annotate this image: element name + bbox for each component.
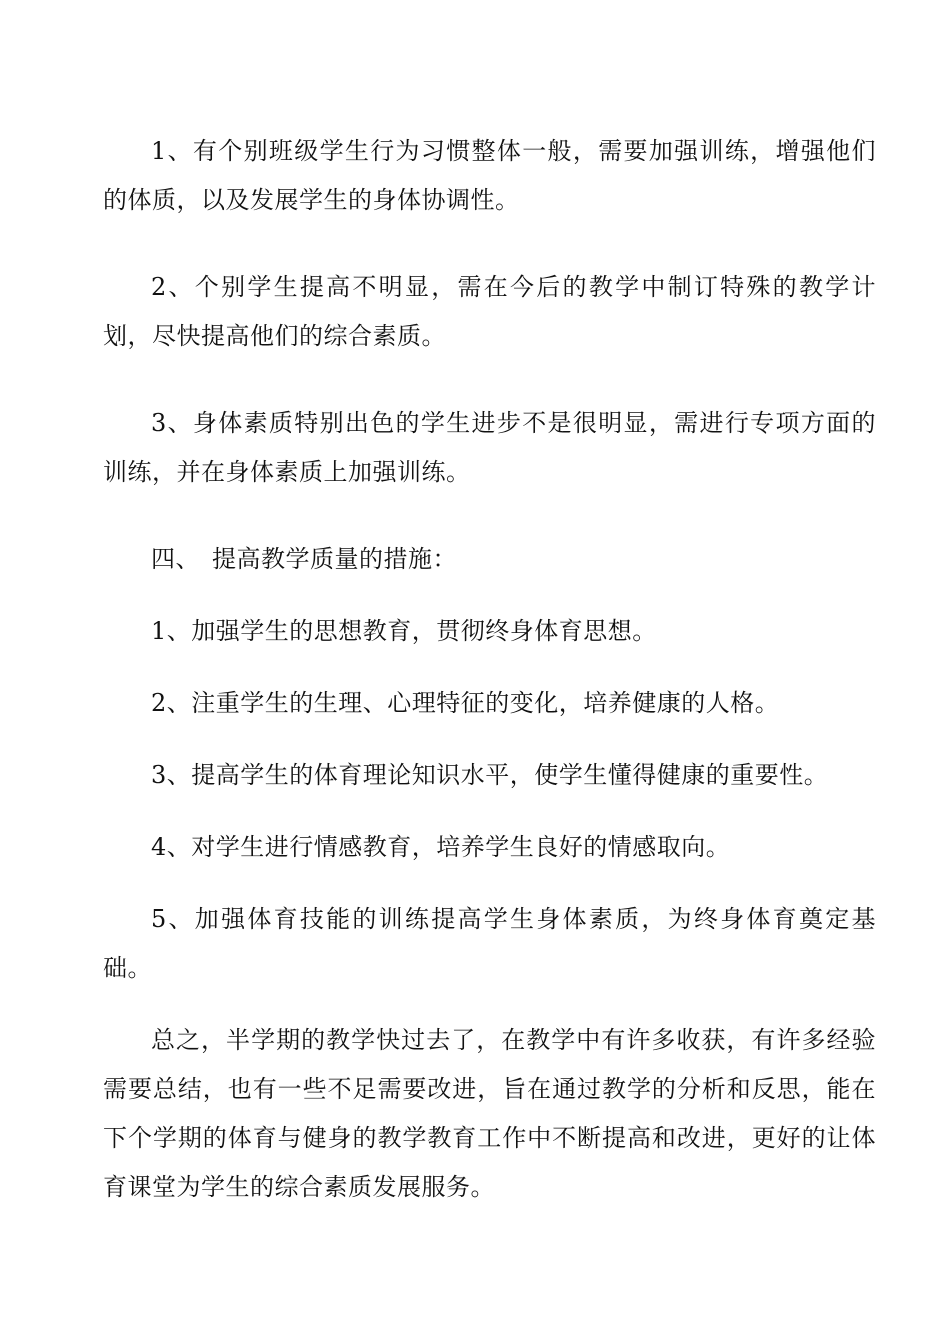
measure-item-3: 3、提高学生的体育理论知识水平，使学生懂得健康的重要性。 bbox=[151, 761, 829, 789]
problem-paragraph-1: 1、有个别班级学生行为习惯整体一般，需要加强训练，增强他们的体质，以及发展学生的身体协调性。 bbox=[103, 137, 876, 214]
section-title: 提高教学质量的措施： bbox=[212, 545, 457, 573]
measure-item-1: 1、加强学生的思想教育，贯彻终身体育思想。 bbox=[151, 617, 657, 645]
conclusion-paragraph: 总之，半学期的教学快过去了，在教学中有许多收获，有许多经验需要总结，也有一些不足需要改进，旨在通过教学的分析和反思，能在下个学期的体育与健身的教学教育工作中不断提高和改进，更好的让体育课堂为学生的综合素质发展服务。 bbox=[103, 1026, 876, 1201]
section-number: 四、 bbox=[151, 545, 200, 573]
measure-item-5: 5、加强体育技能的训练提高学生身体素质，为终身体育奠定基础。 bbox=[103, 905, 876, 982]
section-heading bbox=[103, 535, 876, 584]
measure-item-4: 4、对学生进行情感教育，培养学生良好的情感取向。 bbox=[151, 833, 731, 861]
problem-paragraph-2: 2、个别学生提高不明显，需在今后的教学中制订特殊的教学计划，尽快提高他们的综合素质。 bbox=[103, 273, 876, 350]
problem-paragraph-3: 3、身体素质特别出色的学生进步不是很明显，需进行专项方面的训练，并在身体素质上加强训练。 bbox=[103, 409, 876, 486]
measure-item-2: 2、注重学生的生理、心理特征的变化，培养健康的人格。 bbox=[151, 689, 780, 717]
